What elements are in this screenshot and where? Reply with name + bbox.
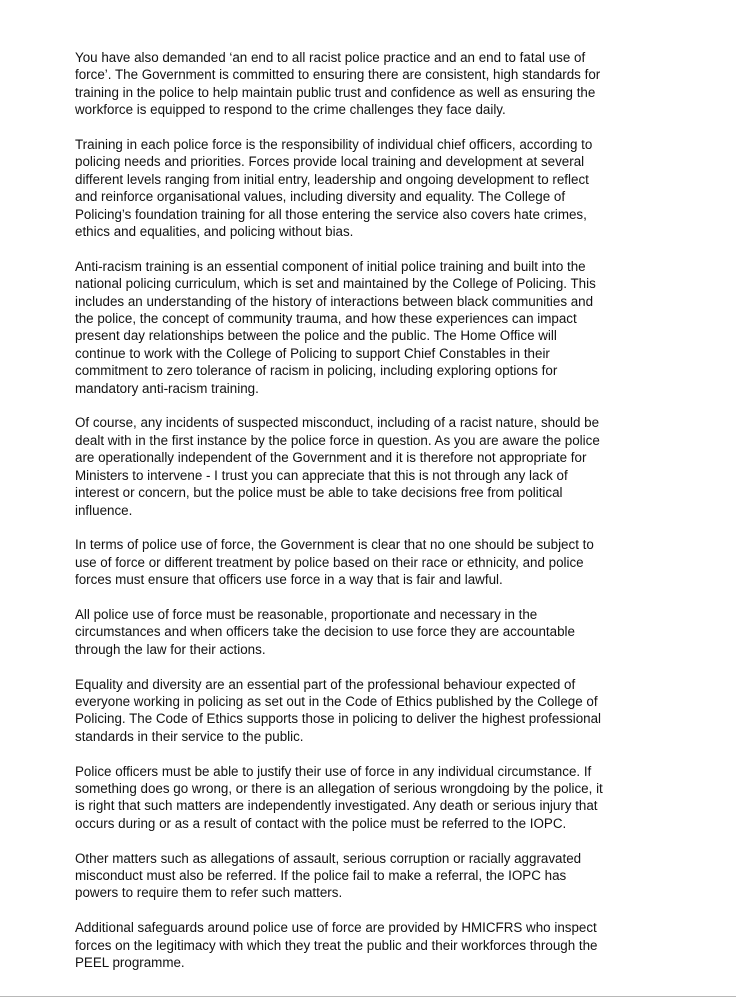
- page-bottom-divider: [0, 996, 736, 997]
- paragraph-code-of-ethics: Equality and diversity are an essential part of the professional behaviour expected of everyone working in policing as set out in the Code of Ethics published by the College of Policing. The Code of Ethics supports those in policing to deliver the highest professional standards in their service to the public.: [75, 676, 602, 744]
- paragraph-hmicfrs-safeguards: Additional safeguards around police use of force are provided by HMICFRS who inspect forces on the legitimacy with which they treat the public and their workforces through the PEEL programme.: [75, 920, 598, 970]
- paragraph-anti-racism-training: Anti-racism training is an essential component of initial police training and built into the national policing curriculum, which is set and maintained by the College of Policing. This includes an understanding of the history of interactions between black communities and the police, the concept of community trauma, and how these experiences can impact present day relationships between the police and the public. The Home Office will continue to work with the College of Policing to support Chief Constables in their commitment to zero tolerance of racism in policing, including exploring options for mandatory anti-racism training.: [75, 258, 596, 396]
- paragraph-training-standards: You have also demanded ‘an end to all racist police practice and an end to fatal use of force’. The Government is committed to ensuring there are consistent, high standards for training in the police to help maintain public trust and confidence as well as ensuring the workforce is equipped to respond to the crime challenges they face daily.: [75, 50, 601, 118]
- paragraph-other-referrals: Other matters such as allegations of assault, serious corruption or racially aggravated misconduct must also be referred. If the police fail to make a referral, the IOPC has powers to require them to refer such matters.: [75, 850, 582, 901]
- paragraph-misconduct: Of course, any incidents of suspected misconduct, including of a racist nature, should be dealt with in the first instance by the police force in question. As you are aware the police are operationally independent of the Government and it is therefore not appropriate for Ministers to intervene - I trust you can appreciate that this is not through any lack of interest or concern, but the police must be able to take decisions free from political influence.: [75, 415, 600, 518]
- paragraph-force-training: Training in each police force is the responsibility of individual chief officers, according to policing needs and priorities. Forces provide local training and development at several different levels ranging from initial entry, leadership and ongoing development to reflect and reinforce organisational values, including diversity and equality. The College of Policing’s foundation training for all those entering the service also covers hate crimes, ethics and equalities, and policing without bias.: [75, 137, 593, 240]
- paragraph-use-of-force-equality: In terms of police use of force, the Government is clear that no one should be subject to use of force or different treatment by police based on their race or ethnicity, and police forces must ensure that officers use force in a way that is fair and lawful.: [75, 537, 594, 588]
- paragraph-use-of-force-accountability: All police use of force must be reasonable, proportionate and necessary in the circumstances and when officers take the decision to use force they are accountable through the law for their actions.: [75, 606, 575, 657]
- letter-body: [75, 49, 675, 989]
- paragraph-iopc-referrals: Police officers must be able to justify their use of force in any individual circumstance. If something does go wrong, or there is an allegation of serious wrongdoing by the police, it is right that such matters are independently investigated. Any death or serious injury that occurs during or as a result of contact with the police must be referred to the IOPC.: [75, 763, 603, 831]
